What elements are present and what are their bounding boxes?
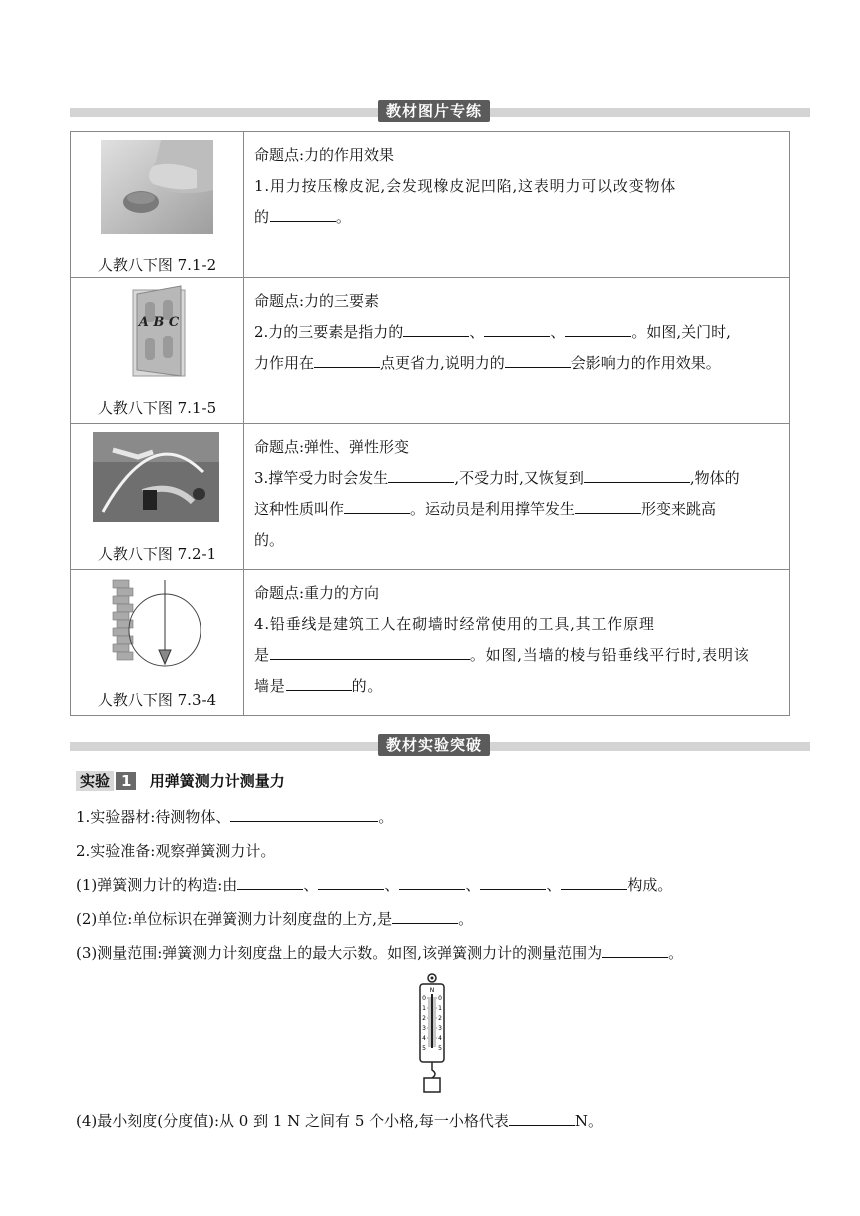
question-text: 的。 xyxy=(351,677,384,695)
section-bar-experiment xyxy=(70,734,810,754)
line-text: 。 xyxy=(668,944,684,962)
scale-tick-label: 3 xyxy=(422,1025,426,1032)
question-cell xyxy=(244,570,790,716)
answer-blank[interactable] xyxy=(505,352,571,368)
question-text: 会影响力的作用效果。 xyxy=(570,354,721,372)
line-text: 。 xyxy=(458,910,474,928)
question-text: 这种性质叫作 xyxy=(254,500,345,518)
experiment-title: 用弹簧测力计测量力 xyxy=(149,772,285,790)
answer-blank[interactable] xyxy=(392,908,458,924)
line-text: 1.实验器材:待测物体、 xyxy=(76,808,231,826)
line-equipment xyxy=(76,806,393,827)
question-cell xyxy=(244,132,790,278)
answer-blank[interactable] xyxy=(602,942,668,958)
question-text: 。运动员是利用撑竿发生 xyxy=(410,500,576,518)
answer-blank[interactable] xyxy=(565,321,631,337)
scale-tick-label: 1 xyxy=(438,1005,442,1012)
answer-blank[interactable] xyxy=(388,467,454,483)
separator: 、 xyxy=(550,323,566,341)
question-text: 。如图,关门时, xyxy=(631,323,731,341)
scale-tick-label: 3 xyxy=(438,1025,442,1032)
question-text: ,物体的 xyxy=(689,469,740,487)
question-text: 2.力的三要素是指力的 xyxy=(254,323,404,341)
finger-plasticine-image xyxy=(101,140,213,234)
line-structure xyxy=(76,874,672,895)
line-text: 。 xyxy=(378,808,394,826)
question-text: 。如图,当墙的棱与铅垂线平行时,表明该 xyxy=(469,646,750,664)
figure-caption: 人教八下图 7.3-4 xyxy=(97,691,217,709)
answer-blank[interactable] xyxy=(230,806,378,822)
figure-table xyxy=(70,131,790,716)
scale-tick-label: 2 xyxy=(438,1015,442,1022)
answer-blank[interactable] xyxy=(584,467,690,483)
answer-blank[interactable] xyxy=(270,644,470,660)
topic-label: 命题点:弹性、弹性形变 xyxy=(254,438,410,456)
door-image xyxy=(129,284,189,380)
question-text: 的 xyxy=(254,208,270,226)
line-preparation: 2.实验准备:观察弹簧测力计。 xyxy=(76,842,276,860)
question-text: ,不受力时,又恢复到 xyxy=(454,469,584,487)
line-text: (3)测量范围:弹簧测力计刻度盘上的最大示数。如图,该弹簧测力计的测量范围为 xyxy=(76,944,603,962)
figure-caption: 人教八下图 7.1-2 xyxy=(97,256,217,274)
question-text: 点更省力,说明力的 xyxy=(380,354,505,372)
experiment-heading xyxy=(76,770,285,791)
question-text: 形变来跳高 xyxy=(641,500,717,518)
figure-cell xyxy=(71,278,244,424)
answer-blank[interactable] xyxy=(270,206,336,222)
section-title-experiment: 教材实验突破 xyxy=(378,734,490,756)
figure-cell xyxy=(71,132,244,278)
line-text: (4)最小刻度(分度值):从 0 到 1 N 之间有 5 个小格,每一小格代表 xyxy=(76,1112,509,1130)
question-text: 墙是 xyxy=(254,677,286,695)
line-range xyxy=(76,942,683,963)
scale-tick-label: 4 xyxy=(438,1035,442,1042)
experiment-label: 实验 xyxy=(76,771,114,791)
question-cell xyxy=(244,278,790,424)
answer-blank[interactable] xyxy=(561,874,627,890)
answer-blank[interactable] xyxy=(286,675,352,691)
scale-tick-label: 5 xyxy=(422,1045,426,1052)
answer-blank[interactable] xyxy=(318,874,384,890)
scale-tick-label: 0 xyxy=(438,995,442,1002)
topic-label: 命题点:力的三要素 xyxy=(254,292,380,310)
line-unit xyxy=(76,908,473,929)
table-row xyxy=(71,424,790,570)
table-row xyxy=(71,278,790,424)
scale-unit: N xyxy=(429,987,435,994)
answer-blank[interactable] xyxy=(509,1110,575,1126)
door-label: A B C xyxy=(138,315,180,330)
plumb-line-image xyxy=(111,576,201,672)
pole-vault-image xyxy=(93,432,219,522)
scale-tick-label: 0 xyxy=(422,995,426,1002)
separator: 、 xyxy=(469,323,485,341)
scale-tick-label: 5 xyxy=(438,1045,442,1052)
figure-cell xyxy=(71,570,244,716)
answer-blank[interactable] xyxy=(344,498,410,514)
separator: 、 xyxy=(303,876,319,894)
figure-caption: 人教八下图 7.2-1 xyxy=(97,545,217,563)
line-text: (1)弹簧测力计的构造:由 xyxy=(76,876,238,894)
separator: 、 xyxy=(384,876,400,894)
question-cell xyxy=(244,424,790,570)
table-row xyxy=(71,132,790,278)
separator: 、 xyxy=(546,876,562,894)
topic-label: 命题点:重力的方向 xyxy=(254,584,380,602)
answer-blank[interactable] xyxy=(480,874,546,890)
question-text: 3.撑竿受力时会发生 xyxy=(254,469,389,487)
question-text: 1.用力按压橡皮泥,会发现橡皮泥凹陷,这表明力可以改变物体 xyxy=(254,177,677,195)
answer-blank[interactable] xyxy=(237,874,303,890)
answer-blank[interactable] xyxy=(403,321,469,337)
section-title-figures: 教材图片专练 xyxy=(378,100,490,122)
answer-blank[interactable] xyxy=(399,874,465,890)
figure-cell xyxy=(71,424,244,570)
question-text: 的。 xyxy=(254,531,285,549)
line-division xyxy=(76,1110,603,1131)
line-text: N。 xyxy=(574,1112,604,1130)
section-bar-figures xyxy=(70,100,810,120)
table-row xyxy=(71,570,790,716)
spring-scale-image xyxy=(412,972,452,1098)
scale-tick-label: 1 xyxy=(422,1005,426,1012)
question-text: 力作用在 xyxy=(254,354,315,372)
topic-label: 命题点:力的作用效果 xyxy=(254,146,395,164)
line-text: (2)单位:单位标识在弹簧测力计刻度盘的上方,是 xyxy=(76,910,393,928)
experiment-number: 1 xyxy=(116,772,136,790)
question-text: 4.铅垂线是建筑工人在砌墙时经常使用的工具,其工作原理 xyxy=(254,615,655,633)
scale-tick-label: 2 xyxy=(422,1015,426,1022)
answer-blank[interactable] xyxy=(575,498,641,514)
line-text: 构成。 xyxy=(627,876,673,894)
question-text: 。 xyxy=(335,208,352,226)
answer-blank[interactable] xyxy=(314,352,380,368)
separator: 、 xyxy=(465,876,481,894)
figure-caption: 人教八下图 7.1-5 xyxy=(97,399,217,417)
scale-tick-label: 4 xyxy=(422,1035,426,1042)
answer-blank[interactable] xyxy=(484,321,550,337)
question-text: 是 xyxy=(254,646,270,664)
